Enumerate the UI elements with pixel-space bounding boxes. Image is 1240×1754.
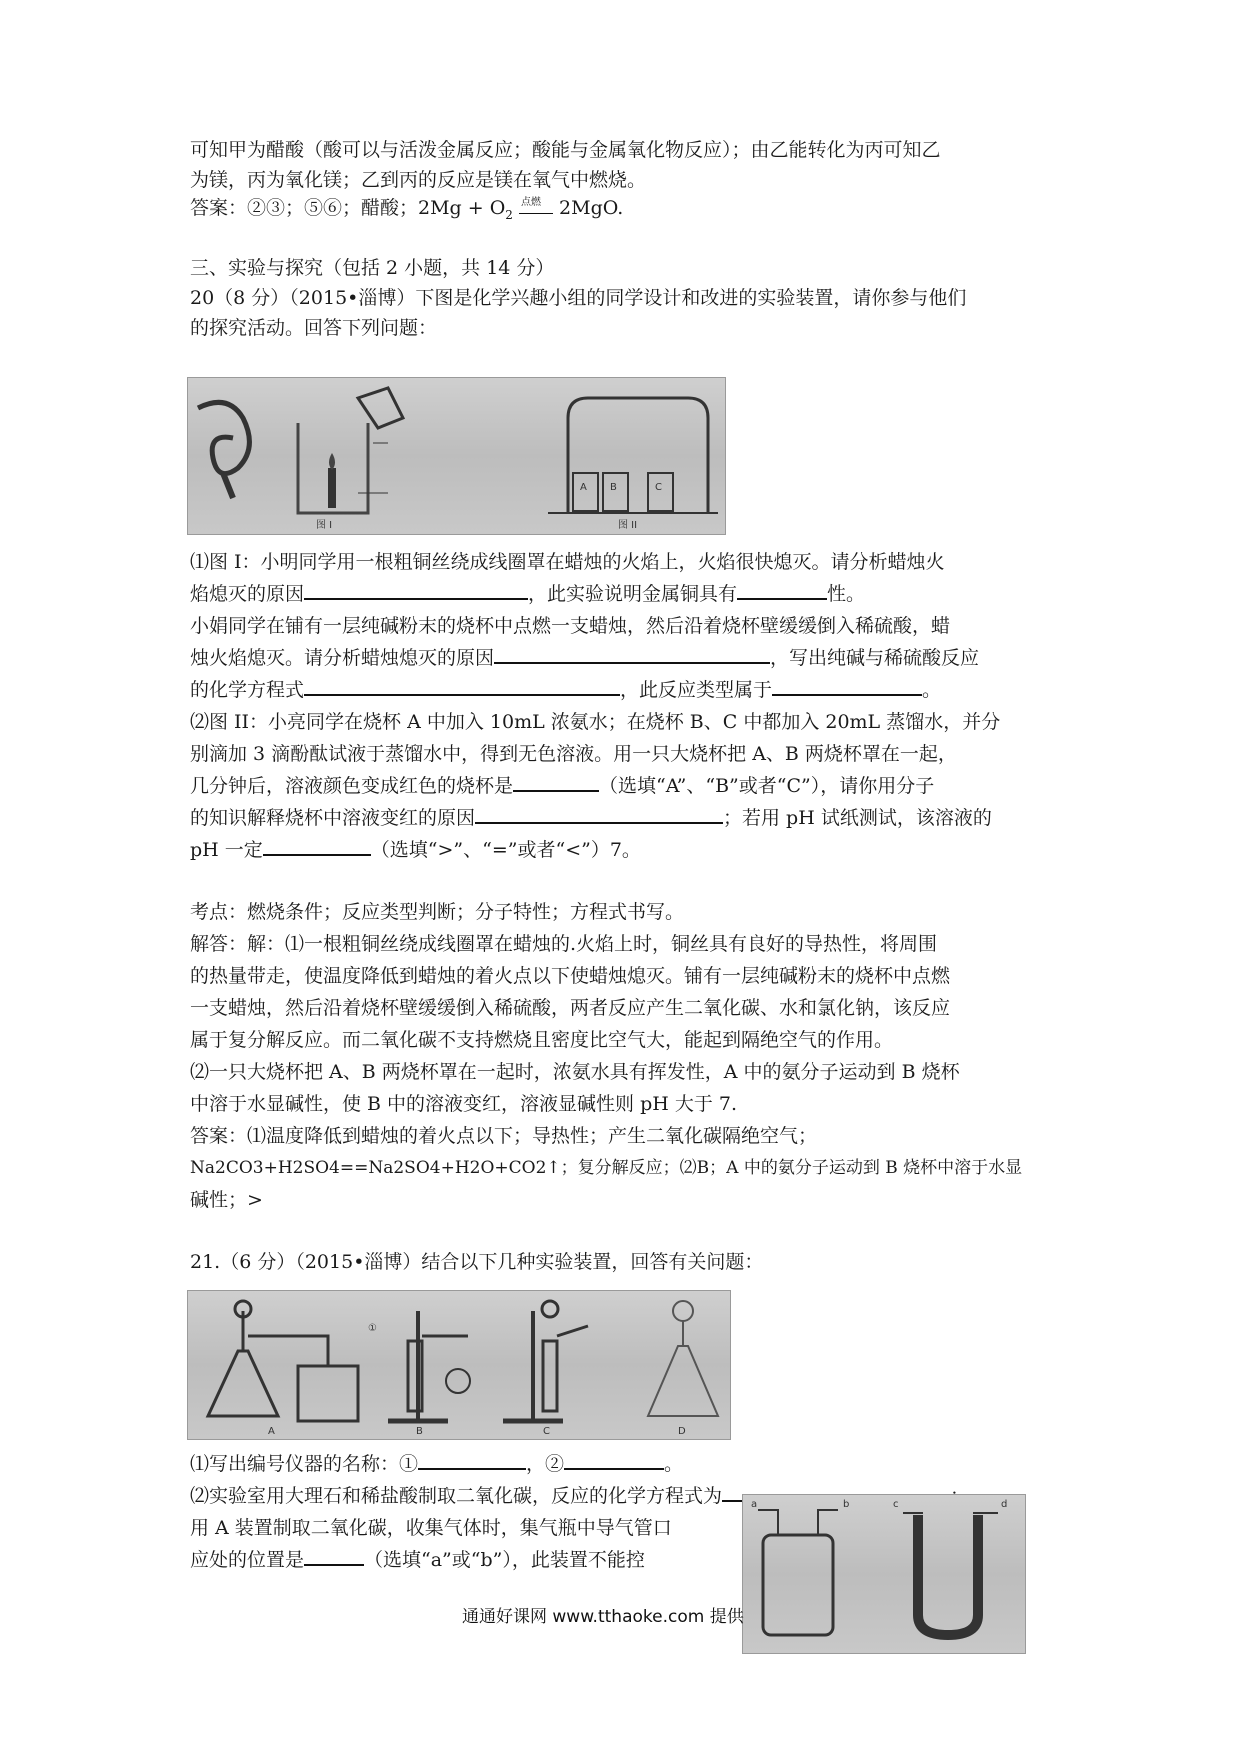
fill-in-line: 焰熄灭的原因 ，此实验说明金属铜具有 性。: [190, 580, 865, 608]
answer-line: 答案：⑴温度降低到蜡烛的着火点以下；导热性；产生二氧化碳隔绝空气；: [190, 1125, 818, 1147]
text-line: 的探究活动。回答下列问题：: [190, 317, 438, 339]
answer-line: 答案：②③；⑤⑥；醋酸；$2Mg + O_2$ 点燃 2MgO.: [190, 197, 624, 222]
answer-blank[interactable]: [304, 580, 528, 600]
answer-blank[interactable]: [737, 580, 827, 600]
svg-text:d: d: [1001, 1499, 1008, 1510]
answer-blank[interactable]: [304, 1546, 364, 1566]
answer-blank[interactable]: [772, 676, 922, 696]
figure-caption: 图 I: [316, 520, 333, 531]
solution-line: 属于复分解反应。而二氧化碳不支持燃烧且密度比空气大，能起到隔绝空气的作用。: [190, 1029, 894, 1051]
fill-in-line: pH 一定 （选填“>”、“=”或者“<”）7。: [190, 836, 641, 864]
solution-line: 解答：解：⑴一根粗铜丝绕成线圈罩在蜡烛的.火焰上时，铜丝具有良好的导热性，将周围: [190, 933, 938, 955]
solution-line: ⑵一只大烧杯把 A、B 两烧杯罩在一起时，浓氨水具有挥发性，A 中的氨分子运动到 B 烧杯: [190, 1061, 960, 1083]
answer-blank[interactable]: [304, 676, 620, 696]
text-line: 小娟同学在铺有一层纯碱粉末的烧杯中点燃一支蜡烛，然后沿着烧杯壁缓缓倒入稀硫酸，蜡: [190, 615, 951, 637]
text-line: ⑵图 II：小亮同学在烧杯 A 中加入 10mL 浓氨水；在烧杯 B、C 中都加入 20mL 蒸馏水，并分: [190, 711, 1001, 733]
fill-in-line: 的知识解释烧杯中溶液变红的原因 ；若用 pH 试纸测试，该溶液的: [190, 804, 992, 832]
figure-caption: 图 II: [618, 520, 638, 531]
fill-in-line: ⑴写出编号仪器的名称：① ，② 。: [190, 1450, 683, 1478]
svg-text:c: c: [893, 1499, 899, 1510]
answer-blank[interactable]: [263, 836, 371, 856]
answer-line: Na2CO3+H2SO4==Na2SO4+H2O+CO2↑；复分解反应；⑵B；A 中的氨分子运动到 B 烧杯中溶于水显: [190, 1158, 1023, 1178]
fill-in-line: 几分钟后，溶液颜色变成红色的烧杯是 （选填“A”、“B”或者“C”），请你用分子: [190, 772, 934, 800]
key-points: 考点：燃烧条件；反应类型判断；分子特性；方程式书写。: [190, 901, 685, 923]
text-line: 别滴加 3 滴酚酞试液于蒸馏水中，得到无色溶液。用一只大烧杯把 A、B 两烧杯罩在一起，: [190, 743, 957, 765]
solution-line: 一支蜡烛，然后沿着烧杯壁缓缓倒入稀硫酸，两者反应产生二氧化碳、水和氯化钠，该反应: [190, 997, 951, 1019]
svg-text:C: C: [655, 482, 662, 493]
figure-1-image: [187, 377, 726, 535]
answer-blank[interactable]: [564, 1450, 664, 1470]
figure-3-image: [742, 1494, 1026, 1654]
fill-in-line: 应处的位置是 （选填“a”或“b”），此装置不能控: [190, 1546, 645, 1574]
text-line: 为镁，丙为氧化镁；乙到丙的反应是镁在氧气中燃烧。: [190, 169, 647, 191]
question-20: 20（8 分）（2015•淄博）下图是化学兴趣小组的同学设计和改进的实验装置，请你参与他们: [190, 287, 967, 309]
svg-text:b: b: [843, 1499, 850, 1510]
question-21: 21.（6 分）（2015•淄博）结合以下几种实验装置，回答有关问题：: [190, 1251, 764, 1273]
text-line: ⑴图 I：小明同学用一根粗铜丝绕成线圈罩在蜡烛的火焰上，火焰很快熄灭。请分析蜡烛火: [190, 551, 945, 573]
svg-text:A: A: [580, 482, 587, 493]
answer-blank[interactable]: [418, 1450, 526, 1470]
svg-text:D: D: [678, 1426, 686, 1437]
fill-in-line: 的化学方程式 ，此反应类型属于 。: [190, 676, 941, 704]
solution-line: 的热量带走，使温度降低到蜡烛的着火点以下使蜡烛熄灭。铺有一层纯碱粉末的烧杯中点燃: [190, 965, 951, 987]
answer-blank[interactable]: [513, 772, 599, 792]
answer-blank[interactable]: [494, 644, 770, 664]
text-line: 用 A 装置制取二氧化碳，收集气体时，集气瓶中导气管口: [190, 1517, 672, 1539]
text-line: 可知甲为醋酸（酸可以与活泼金属反应；酸能与金属氧化物反应）；由乙能转化为丙可知乙: [190, 139, 941, 161]
section-heading: 三、实验与探究（包括 2 小题，共 14 分）: [190, 257, 555, 279]
footer-credit: 通通好课网 www.tthaoke.com 提供: [462, 1607, 744, 1627]
answer-line: 碱性；>: [190, 1189, 263, 1211]
svg-text:B: B: [416, 1426, 423, 1437]
svg-text:A: A: [268, 1426, 275, 1437]
fill-in-line: ⑵实验室用大理石和稀盐酸制取二氧化碳，反应的化学方程式为: [190, 1482, 969, 1510]
fill-in-line: 烛火焰熄灭。请分析蜡烛熄灭的原因 ，写出纯碱与稀硫酸反应: [190, 644, 979, 672]
answer-blank[interactable]: [475, 804, 723, 824]
figure-2-image: [187, 1290, 731, 1440]
svg-text:①: ①: [368, 1323, 377, 1334]
svg-text:a: a: [751, 1499, 758, 1510]
solution-line: 中溶于水显碱性，使 B 中的溶液变红，溶液显碱性则 pH 大于 7.: [190, 1093, 738, 1115]
svg-text:B: B: [610, 482, 617, 493]
svg-text:C: C: [543, 1426, 550, 1437]
